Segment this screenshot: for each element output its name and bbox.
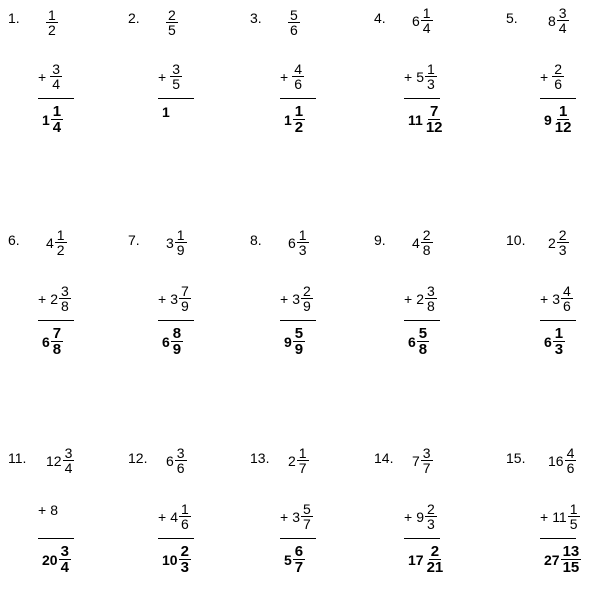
problem-number: 7. xyxy=(128,232,140,248)
problem xyxy=(506,5,611,160)
top-whole: 7 xyxy=(412,452,420,469)
addend-mixed-number xyxy=(38,62,62,91)
top-fraction xyxy=(297,228,309,257)
top-denominator: 3 xyxy=(298,242,307,258)
sum-line xyxy=(540,320,576,321)
top-fraction xyxy=(46,8,58,37)
addend-numerator: 4 xyxy=(562,283,571,299)
top-mixed-number xyxy=(548,6,569,35)
problem xyxy=(374,5,492,160)
answer-numerator: 7 xyxy=(52,325,62,342)
problem xyxy=(8,227,126,382)
addend-numerator: 2 xyxy=(302,283,311,299)
answer-mixed-number xyxy=(284,544,305,575)
top-numerator: 1 xyxy=(56,227,65,243)
answer-mixed-number xyxy=(544,326,565,357)
top-numerator: 3 xyxy=(558,5,567,21)
plus-sign: + xyxy=(540,290,549,307)
sum-line xyxy=(158,320,194,321)
top-denominator: 4 xyxy=(558,20,567,36)
answer-denominator: 12 xyxy=(425,119,443,136)
addend-mixed-number xyxy=(404,284,437,313)
answer-numerator: 2 xyxy=(430,543,440,560)
top-fraction xyxy=(421,6,433,35)
answer-denominator: 3 xyxy=(180,559,189,576)
addend-fraction xyxy=(568,502,580,531)
sum-line xyxy=(38,98,74,99)
answer-denominator: 3 xyxy=(554,341,564,358)
top-denominator: 8 xyxy=(422,242,431,258)
addend-fraction xyxy=(50,62,62,91)
answer-whole: 20 xyxy=(42,551,58,568)
addend-mixed-number xyxy=(158,284,191,313)
top-mixed-number xyxy=(288,228,309,257)
addend-fraction xyxy=(301,284,313,313)
addend-whole: 2 xyxy=(50,290,58,307)
problem xyxy=(8,7,126,160)
sum-line xyxy=(280,320,316,321)
answer-fraction xyxy=(293,104,305,135)
problem xyxy=(8,445,126,600)
top-whole: 3 xyxy=(166,234,174,251)
answer-mixed-number xyxy=(42,544,71,575)
problem-number: 13. xyxy=(250,450,270,466)
answer-mixed-number xyxy=(408,104,445,135)
top-denominator: 7 xyxy=(298,460,307,476)
addend-mixed-number xyxy=(404,502,437,531)
problem-number: 10. xyxy=(506,232,526,248)
plus-sign: + xyxy=(540,68,549,85)
top-numerator: 4 xyxy=(566,445,575,461)
addend-fraction xyxy=(179,502,191,531)
addend-denominator: 3 xyxy=(426,516,435,532)
answer-numerator: 3 xyxy=(60,543,69,560)
top-numerator: 3 xyxy=(176,445,185,461)
answer-fraction xyxy=(424,104,445,135)
top-whole: 6 xyxy=(288,234,296,251)
top-denominator: 7 xyxy=(422,460,431,476)
top-mixed-number xyxy=(288,8,300,37)
top-denominator: 2 xyxy=(48,22,56,38)
addend-numerator: 7 xyxy=(180,283,189,299)
answer-whole: 9 xyxy=(544,111,552,128)
sum-line xyxy=(404,98,440,99)
answer-denominator: 2 xyxy=(294,119,304,136)
answer-fraction xyxy=(425,544,446,575)
top-whole: 2 xyxy=(548,234,556,251)
top-whole: 4 xyxy=(46,234,54,251)
answer-numerator: 1 xyxy=(52,103,62,120)
addend-denominator: 4 xyxy=(52,76,60,92)
addend-whole: 3 xyxy=(552,290,560,307)
answer-denominator: 9 xyxy=(172,341,182,358)
answer-fraction xyxy=(553,104,574,135)
addend-denominator: 8 xyxy=(60,298,69,314)
addend-denominator: 3 xyxy=(426,76,435,92)
problem-number: 6. xyxy=(8,232,20,248)
answer-whole: 27 xyxy=(544,551,560,568)
addend-numerator: 3 xyxy=(60,283,69,299)
addend-mixed-number xyxy=(280,502,313,531)
top-numerator: 2 xyxy=(422,227,431,243)
answer-whole: 17 xyxy=(408,551,424,568)
addend-whole: 9 xyxy=(416,508,424,525)
addend-fraction xyxy=(292,62,304,91)
problem xyxy=(506,227,611,382)
addend-whole: 8 xyxy=(50,502,58,518)
addend-numerator: 4 xyxy=(294,61,302,77)
top-denominator: 6 xyxy=(566,460,575,476)
sum-line xyxy=(158,538,194,539)
addend-numerator: 3 xyxy=(426,283,435,299)
addend-numerator: 1 xyxy=(569,501,578,517)
answer-numerator: 1 xyxy=(294,103,304,120)
answer-fraction xyxy=(51,104,63,135)
answer-denominator: 8 xyxy=(418,341,428,358)
top-denominator: 6 xyxy=(176,460,185,476)
problem xyxy=(250,7,368,160)
problem xyxy=(128,227,246,382)
problem-number: 8. xyxy=(250,232,262,248)
plus-sign: + xyxy=(404,508,413,525)
answer-denominator: 21 xyxy=(426,559,444,576)
top-whole: 8 xyxy=(548,12,556,29)
problem-number: 3. xyxy=(250,10,262,26)
answer-denominator: 7 xyxy=(294,559,304,576)
top-mixed-number xyxy=(166,8,178,37)
sum-line xyxy=(404,320,440,321)
sum-line xyxy=(280,98,316,99)
top-numerator: 3 xyxy=(422,445,431,461)
top-numerator: 1 xyxy=(48,7,56,23)
addend-mixed-number xyxy=(38,284,71,313)
addend-denominator: 9 xyxy=(180,298,189,314)
top-fraction xyxy=(166,8,178,37)
top-mixed-number xyxy=(46,446,74,475)
sum-line xyxy=(38,320,74,321)
top-numerator: 5 xyxy=(290,7,298,23)
addend-whole: 11 xyxy=(552,508,567,525)
top-mixed-number xyxy=(412,446,433,475)
answer-fraction xyxy=(417,326,429,357)
top-numerator: 1 xyxy=(176,227,185,243)
top-numerator: 1 xyxy=(298,227,307,243)
addend-fraction xyxy=(170,62,182,91)
addend-mixed-number xyxy=(540,502,580,531)
addend-mixed-number xyxy=(38,502,59,518)
answer-numerator: 6 xyxy=(294,543,304,560)
addend-mixed-number xyxy=(158,62,182,91)
top-mixed-number xyxy=(548,228,569,257)
top-whole: 6 xyxy=(412,12,420,29)
top-numerator: 1 xyxy=(422,5,431,21)
addend-denominator: 7 xyxy=(302,516,311,532)
problem xyxy=(250,445,368,600)
plus-sign: + xyxy=(38,290,47,307)
addend-numerator: 5 xyxy=(302,501,311,517)
answer-fraction xyxy=(553,326,565,357)
addend-fraction xyxy=(425,62,437,91)
problem-number: 2. xyxy=(128,10,140,26)
sum-line xyxy=(38,538,74,539)
problem-number: 5. xyxy=(506,10,518,26)
addend-fraction xyxy=(301,502,313,531)
top-mixed-number xyxy=(412,228,433,257)
addend-mixed-number xyxy=(540,62,564,91)
top-denominator: 9 xyxy=(176,242,185,258)
sum-line xyxy=(540,538,576,539)
answer-numerator: 1 xyxy=(554,325,564,342)
top-mixed-number xyxy=(46,228,67,257)
answer-fraction xyxy=(171,326,183,357)
problem-number: 15. xyxy=(506,450,526,466)
answer-mixed-number xyxy=(162,104,171,120)
answer-denominator: 8 xyxy=(52,341,62,358)
problem xyxy=(128,7,246,160)
top-numerator: 3 xyxy=(64,445,73,461)
answer-mixed-number xyxy=(42,104,63,135)
plus-sign: + xyxy=(404,68,413,85)
plus-sign: + xyxy=(38,68,47,85)
answer-whole: 6 xyxy=(544,333,552,350)
top-fraction xyxy=(421,228,433,257)
top-whole: 16 xyxy=(548,452,564,469)
answer-mixed-number xyxy=(544,544,581,575)
addend-denominator: 9 xyxy=(302,298,311,314)
addend-denominator: 8 xyxy=(426,298,435,314)
answer-denominator: 4 xyxy=(60,559,69,576)
answer-denominator: 12 xyxy=(554,119,572,136)
addend-whole: 3 xyxy=(170,290,178,307)
top-whole: 6 xyxy=(166,452,174,469)
answer-numerator: 5 xyxy=(418,325,428,342)
sum-line xyxy=(540,98,576,99)
addend-numerator: 3 xyxy=(172,61,180,77)
answer-fraction xyxy=(51,326,63,357)
problem xyxy=(506,445,611,600)
top-mixed-number xyxy=(46,8,58,37)
answer-numerator: 7 xyxy=(429,103,439,120)
top-denominator: 2 xyxy=(56,242,65,258)
top-numerator: 1 xyxy=(298,445,307,461)
answer-mixed-number xyxy=(162,326,183,357)
problem-number: 1. xyxy=(8,10,20,26)
answer-whole: 1 xyxy=(42,111,50,128)
answer-mixed-number xyxy=(284,104,305,135)
answer-whole: 5 xyxy=(284,551,292,568)
top-whole: 2 xyxy=(288,452,296,469)
addend-numerator: 2 xyxy=(426,501,435,517)
top-fraction xyxy=(175,446,187,475)
problem-number: 11. xyxy=(8,450,27,466)
answer-whole: 6 xyxy=(42,333,50,350)
top-fraction xyxy=(288,8,300,37)
top-mixed-number xyxy=(288,446,309,475)
problem-number: 9. xyxy=(374,232,386,248)
top-fraction xyxy=(557,228,569,257)
top-denominator: 6 xyxy=(290,22,298,38)
plus-sign: + xyxy=(404,290,413,307)
top-denominator: 5 xyxy=(168,22,176,38)
top-fraction xyxy=(565,446,577,475)
problem xyxy=(250,227,368,382)
answer-fraction xyxy=(293,326,305,357)
addend-denominator: 6 xyxy=(180,516,189,532)
top-whole: 12 xyxy=(46,452,62,469)
addend-whole: 3 xyxy=(292,290,300,307)
addend-whole: 5 xyxy=(416,68,424,85)
addend-numerator: 1 xyxy=(426,61,435,77)
answer-numerator: 5 xyxy=(294,325,304,342)
top-denominator: 4 xyxy=(64,460,73,476)
plus-sign: + xyxy=(280,290,289,307)
top-fraction xyxy=(175,228,187,257)
top-mixed-number xyxy=(412,6,433,35)
plus-sign: + xyxy=(280,508,289,525)
problem-number: 4. xyxy=(374,10,386,26)
top-fraction xyxy=(63,446,75,475)
plus-sign: + xyxy=(280,68,289,85)
answer-whole: 1 xyxy=(284,111,292,128)
addend-fraction xyxy=(179,284,191,313)
plus-sign: + xyxy=(158,508,167,525)
answer-fraction xyxy=(293,544,305,575)
addend-fraction xyxy=(552,62,564,91)
addend-mixed-number xyxy=(280,284,313,313)
answer-whole: 6 xyxy=(162,333,170,350)
answer-mixed-number xyxy=(408,544,445,575)
addend-denominator: 5 xyxy=(172,76,180,92)
problem-number: 12. xyxy=(128,450,148,466)
answer-mixed-number xyxy=(408,326,429,357)
answer-mixed-number xyxy=(42,326,63,357)
top-mixed-number xyxy=(166,446,187,475)
answer-denominator: 9 xyxy=(294,341,304,358)
answer-denominator: 15 xyxy=(562,559,580,576)
plus-sign: + xyxy=(540,508,549,525)
addend-fraction xyxy=(561,284,573,313)
top-whole: 4 xyxy=(412,234,420,251)
top-fraction xyxy=(55,228,67,257)
plus-sign: + xyxy=(38,502,47,518)
addend-fraction xyxy=(425,284,437,313)
addend-whole: 4 xyxy=(170,508,178,525)
addend-mixed-number xyxy=(280,62,304,91)
top-denominator: 4 xyxy=(422,20,431,36)
top-denominator: 3 xyxy=(558,242,567,258)
addend-fraction xyxy=(425,502,437,531)
addend-denominator: 6 xyxy=(562,298,571,314)
addend-fraction xyxy=(59,284,71,313)
plus-sign: + xyxy=(158,68,167,85)
sum-line xyxy=(404,538,440,539)
answer-whole: 11 xyxy=(408,111,423,128)
addend-whole: 2 xyxy=(416,290,424,307)
addend-whole: 3 xyxy=(292,508,300,525)
addend-denominator: 6 xyxy=(294,76,302,92)
top-numerator: 2 xyxy=(558,227,567,243)
problem-number: 14. xyxy=(374,450,394,466)
answer-whole: 10 xyxy=(162,551,178,568)
sum-line xyxy=(158,98,194,99)
addend-mixed-number xyxy=(404,62,437,91)
answer-numerator: 8 xyxy=(172,325,182,342)
answer-numerator: 13 xyxy=(562,543,580,560)
top-mixed-number xyxy=(166,228,187,257)
addend-numerator: 2 xyxy=(554,61,562,77)
answer-mixed-number xyxy=(284,326,305,357)
top-fraction xyxy=(421,446,433,475)
top-fraction xyxy=(297,446,309,475)
addend-numerator: 3 xyxy=(52,61,60,77)
problem xyxy=(374,227,492,382)
answer-mixed-number xyxy=(162,544,191,575)
answer-whole: 9 xyxy=(284,333,292,350)
top-numerator: 2 xyxy=(168,7,176,23)
top-fraction xyxy=(557,6,569,35)
answer-whole: 6 xyxy=(408,333,416,350)
addend-mixed-number xyxy=(158,502,191,531)
answer-fraction xyxy=(561,544,582,575)
answer-fraction xyxy=(179,544,191,575)
answer-fraction xyxy=(59,544,71,575)
sum-line xyxy=(280,538,316,539)
answer-whole: 1 xyxy=(162,104,170,120)
answer-mixed-number xyxy=(544,104,573,135)
addend-numerator: 1 xyxy=(180,501,189,517)
addend-denominator: 5 xyxy=(569,516,578,532)
answer-numerator: 1 xyxy=(558,103,568,120)
answer-numerator: 2 xyxy=(180,543,189,560)
top-mixed-number xyxy=(548,446,576,475)
problem xyxy=(374,445,492,600)
addend-denominator: 6 xyxy=(554,76,562,92)
answer-denominator: 4 xyxy=(52,119,62,136)
addend-mixed-number xyxy=(540,284,573,313)
plus-sign: + xyxy=(158,290,167,307)
problem xyxy=(128,445,246,600)
